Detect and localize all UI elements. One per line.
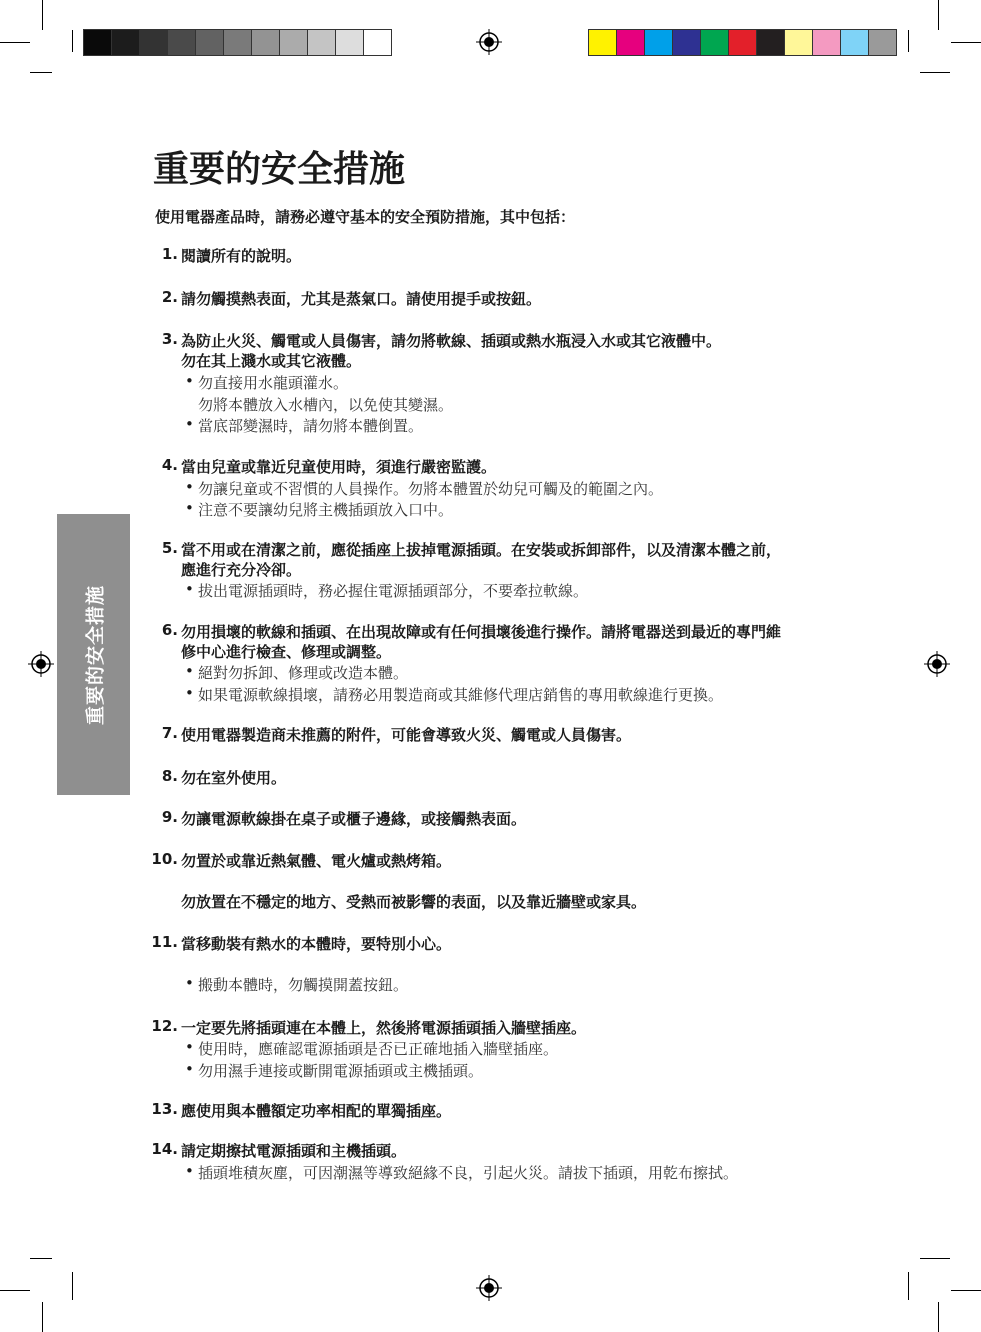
- registration-mark-left: [28, 651, 54, 677]
- bullet-icon: •: [185, 580, 194, 598]
- bullet-icon: •: [185, 684, 194, 702]
- bullet-text: 插頭堆積灰塵，可因潮濕等導致絕緣不良，引起火災。請拔下插頭，用乾布擦拭。: [198, 1164, 739, 1182]
- registration-mark-right: [924, 651, 950, 677]
- color-swatch: [589, 30, 617, 55]
- grayscale-swatch: [84, 30, 112, 55]
- bullet-icon: •: [185, 415, 194, 433]
- grayscale-swatch: [112, 30, 140, 55]
- grayscale-swatch: [224, 30, 252, 55]
- item-number: 12.: [151, 1017, 178, 1035]
- bullet-text: 當底部變濕時，請勿將本體倒置。: [198, 417, 424, 435]
- bullet-icon: •: [185, 974, 194, 992]
- page-title: 重要的安全措施: [153, 149, 406, 190]
- bullet-text: 勿直接用水龍頭灌水。: [198, 374, 349, 392]
- color-swatch: [757, 30, 785, 55]
- bullet-icon: •: [185, 372, 194, 390]
- intro-text: 使用電器產品時，請務必遵守基本的安全預防措施，其中包括：: [155, 208, 576, 226]
- bullet-icon: •: [185, 499, 194, 517]
- grayscale-swatch: [252, 30, 280, 55]
- grayscale-swatch: [280, 30, 308, 55]
- item-number: 7.: [161, 724, 178, 742]
- item-number: 2.: [161, 288, 178, 306]
- item-text: 使用電器製造商未推薦的附件，可能會導致火災、觸電或人員傷害。: [181, 726, 632, 744]
- item-number: 13.: [151, 1100, 178, 1118]
- item-number: 5.: [161, 539, 178, 557]
- bullet-icon: •: [185, 1060, 194, 1078]
- item-number: 1.: [161, 245, 178, 263]
- color-swatch: [785, 30, 813, 55]
- bullet-icon: •: [185, 1162, 194, 1180]
- item-text: 應進行充分冷卻。: [181, 561, 302, 579]
- grayscale-swatch: [364, 30, 391, 55]
- registration-mark-bottom: [476, 1275, 502, 1301]
- bullet-text: 注意不要讓幼兒將主機插頭放入口中。: [198, 501, 454, 519]
- item-text: 當不用或在清潔之前，應從插座上拔掉電源插頭。在安裝或拆卸部件，以及清潔本體之前，: [181, 541, 782, 559]
- item-text: 應使用與本體額定功率相配的單獨插座。: [181, 1102, 452, 1120]
- item-text: 修中心進行檢查、修理或調整。: [181, 643, 392, 661]
- item-number: 8.: [161, 767, 178, 785]
- item-text: 勿在室外使用。: [181, 769, 287, 787]
- item-number: 9.: [161, 808, 178, 826]
- grayscale-swatch: [308, 30, 336, 55]
- item-text: 閱讀所有的說明。: [181, 247, 302, 265]
- grayscale-swatch: [168, 30, 196, 55]
- item-number: 14.: [151, 1140, 178, 1158]
- item-number: 10.: [151, 850, 178, 868]
- item-text: 勿放置在不穩定的地方、受熱而被影響的表面，以及靠近牆壁或家具。: [181, 893, 647, 911]
- bullet-text: 搬動本體時，勿觸摸開蓋按鈕。: [198, 976, 409, 994]
- item-text: 勿讓電源軟線掛在桌子或櫃子邊緣，或接觸熱表面。: [181, 810, 527, 828]
- item-number: 4.: [161, 456, 178, 474]
- color-swatch: [841, 30, 869, 55]
- bullet-text: 拔出電源插頭時，務必握住電源插頭部分，不要牽拉軟線。: [198, 582, 589, 600]
- item-text: 請勿觸摸熱表面，尤其是蒸氣口。請使用提手或按鈕。: [181, 290, 542, 308]
- side-tab: [57, 514, 130, 795]
- item-text: 勿用損壞的軟線和插頭、在出現故障或有任何損壞後進行操作。請將電器送到最近的專門維: [181, 623, 782, 641]
- item-text: 請定期擦拭電源插頭和主機插頭。: [181, 1142, 407, 1160]
- item-number: 3.: [161, 330, 178, 348]
- color-bar: [588, 29, 897, 56]
- color-swatch: [813, 30, 841, 55]
- color-swatch: [729, 30, 757, 55]
- grayscale-swatch: [336, 30, 364, 55]
- bullet-text: 勿讓兒童或不習慣的人員操作。勿將本體置於幼兒可觸及的範圍之內。: [198, 480, 664, 498]
- item-text: 勿置於或靠近熱氣體、電火爐或熱烤箱。: [181, 852, 452, 870]
- item-number: 11.: [151, 933, 178, 951]
- registration-mark-top: [476, 29, 502, 55]
- bullet-icon: •: [185, 662, 194, 680]
- bullet-text: 絕對勿拆卸、修理或改造本體。: [198, 664, 409, 682]
- bullet-text: 勿將本體放入水槽內，以免使其變濕。: [198, 396, 454, 414]
- item-number: 6.: [161, 621, 178, 639]
- side-tab-label: 重要的安全措施: [84, 584, 106, 725]
- color-swatch: [645, 30, 673, 55]
- item-text: 當由兒童或靠近兒童使用時，須進行嚴密監護。: [181, 458, 497, 476]
- color-swatch: [673, 30, 701, 55]
- grayscale-bar: [83, 29, 392, 56]
- item-text: 一定要先將插頭連在本體上，然後將電源插頭插入牆壁插座。: [181, 1019, 587, 1037]
- item-text: 為防止火災、觸電或人員傷害，請勿將軟線、插頭或熱水瓶浸入水或其它液體中。: [181, 332, 722, 350]
- item-text: 當移動裝有熱水的本體時，要特別小心。: [181, 935, 452, 953]
- grayscale-swatch: [140, 30, 168, 55]
- bullet-text: 勿用濕手連接或斷開電源插頭或主機插頭。: [198, 1062, 484, 1080]
- color-swatch: [617, 30, 645, 55]
- bullet-text: 如果電源軟線損壞，請務必用製造商或其維修代理店銷售的專用軟線進行更換。: [198, 686, 724, 704]
- bullet-icon: •: [185, 1038, 194, 1056]
- color-swatch: [869, 30, 896, 55]
- bullet-text: 使用時，應確認電源插頭是否已正確地插入牆壁插座。: [198, 1040, 559, 1058]
- item-text: 勿在其上濺水或其它液體。: [181, 352, 362, 370]
- color-swatch: [701, 30, 729, 55]
- grayscale-swatch: [196, 30, 224, 55]
- bullet-icon: •: [185, 478, 194, 496]
